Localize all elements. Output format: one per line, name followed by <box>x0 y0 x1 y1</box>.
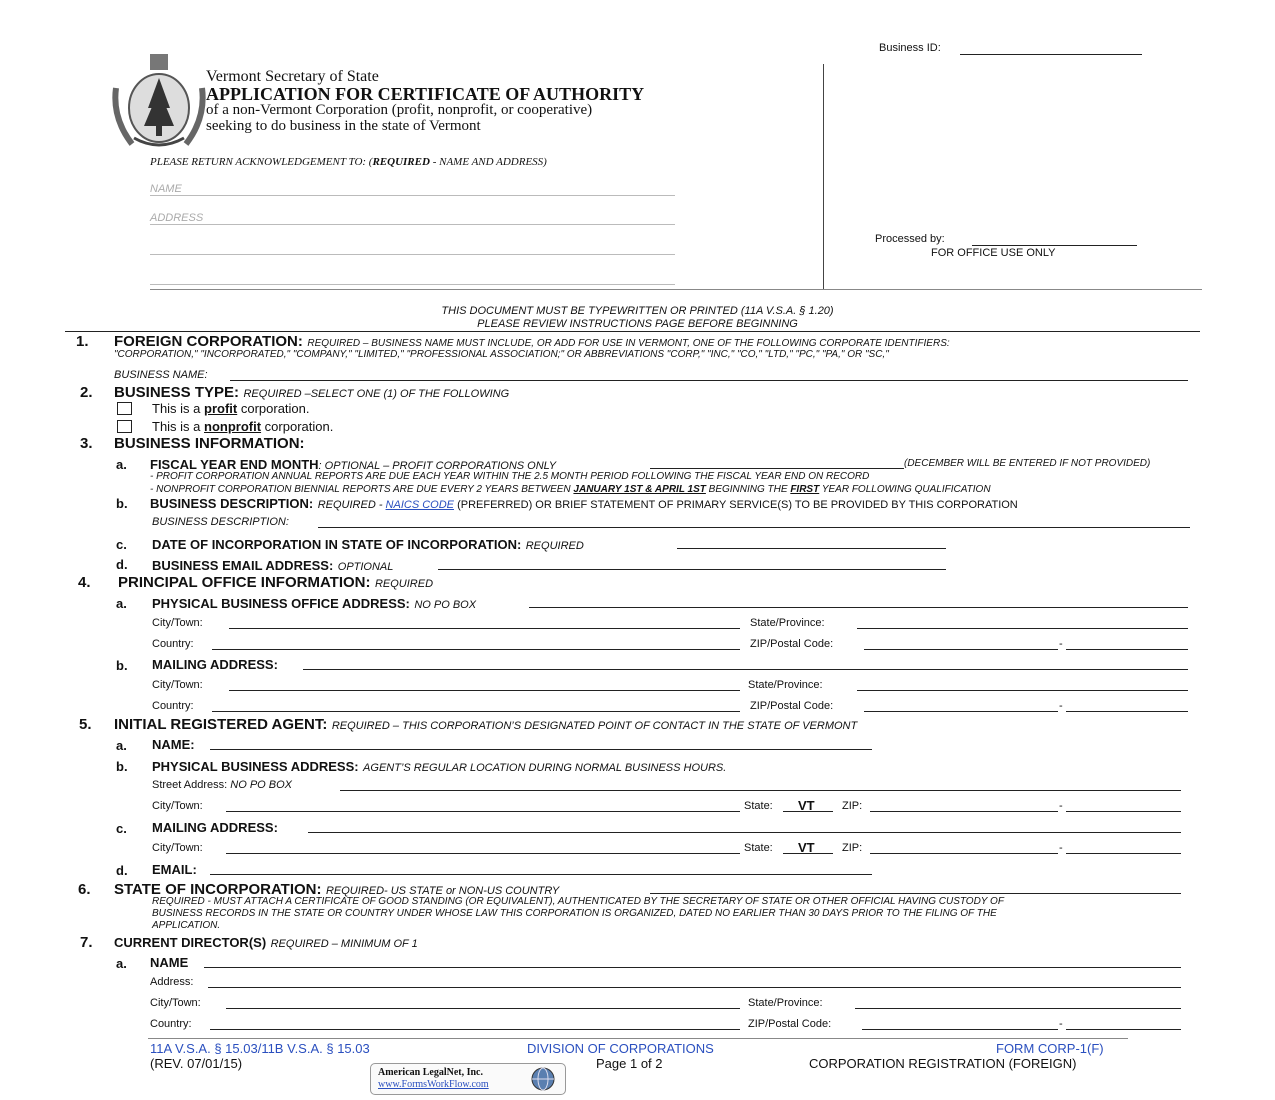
s4b-letter: b. <box>116 658 128 673</box>
return-name-field[interactable] <box>150 195 675 196</box>
state-of-incorporation-field[interactable] <box>650 893 1181 894</box>
naics-code-link[interactable]: NAICS CODE <box>385 499 455 511</box>
s5-heading: INITIAL REGISTERED AGENT: REQUIRED – THIS CORPORATION’S DESIGNATED POINT OF CONTACT IN THE STATE OF VERMONT <box>114 716 858 733</box>
s3b-letter: b. <box>116 496 128 511</box>
agent-street-field[interactable] <box>340 790 1181 791</box>
s3-number: 3. <box>80 435 93 452</box>
agent-state-value[interactable]: VT <box>798 798 815 813</box>
badge-name: American LegalNet, Inc. <box>378 1067 483 1078</box>
office-zip4-field[interactable] <box>1066 649 1188 650</box>
director-state-field[interactable] <box>855 1008 1181 1009</box>
s6-heading: STATE OF INCORPORATION: REQUIRED- US STATE or NON-US COUNTRY <box>114 881 560 898</box>
office-address-field[interactable] <box>529 607 1188 608</box>
address-placeholder: ADDRESS <box>150 212 204 224</box>
return-address-field[interactable] <box>150 224 675 225</box>
mailing-state-label: State/Province: <box>748 679 823 691</box>
agent-zip4-field[interactable] <box>1066 811 1181 812</box>
office-zip-label: ZIP/Postal Code: <box>750 638 834 650</box>
business-id-field[interactable] <box>960 54 1142 55</box>
director-state-label: State/Province: <box>748 997 823 1009</box>
office-use-label: FOR OFFICE USE ONLY <box>931 247 1056 259</box>
s7-number: 7. <box>80 934 93 951</box>
footer-division: DIVISION OF CORPORATIONS <box>527 1041 714 1056</box>
mailing-state-field[interactable] <box>857 690 1188 691</box>
business-email-label: BUSINESS EMAIL ADDRESS: OPTIONAL <box>152 558 394 573</box>
footer-page: Page 1 of 2 <box>596 1056 663 1071</box>
agent-state-field <box>783 811 833 812</box>
agent-physical-address-heading: PHYSICAL BUSINESS ADDRESS: AGENT’S REGULAR LOCATION DURING NORMAL BUSINESS HOURS. <box>152 759 727 774</box>
s7-heading: CURRENT DIRECTOR(S) REQUIRED – MINIMUM OF 1 <box>114 935 418 950</box>
american-legalnet-badge[interactable] <box>370 1063 566 1095</box>
s1-identifiers: "CORPORATION," "INCORPORATED," "COMPANY," "LIMITED," "PROFESSIONAL ASSOCIATION;" OR ABBREVIATIONS "CORP," "INC," "CO," "LTD," "PC," "PA," OR "SC," <box>114 349 889 360</box>
badge-url[interactable]: www.FormsWorkFlow.com <box>378 1079 489 1090</box>
agent-zip-field[interactable] <box>870 811 1058 812</box>
nonprofit-option-label: This is a nonprofit corporation. <box>152 419 334 434</box>
director-country-field[interactable] <box>210 1029 740 1030</box>
profit-checkbox[interactable] <box>117 402 132 415</box>
director-country-label: Country: <box>150 1018 192 1030</box>
processed-by-field[interactable] <box>972 245 1137 246</box>
fiscal-year-label: FISCAL YEAR END MONTH: OPTIONAL – PROFIT CORPORATIONS ONLY <box>150 457 557 472</box>
agent-name-label: NAME: <box>152 737 195 752</box>
agent-mail-zip-dash: - <box>1059 842 1063 854</box>
footer-revision: (REV. 07/01/15) <box>150 1056 243 1071</box>
s6-note-2: BUSINESS RECORDS IN THE STATE OR COUNTRY UNDER WHOSE LAW THIS CORPORATION IS ORGANIZED, DATED NO EARLIER THAN 30 DAYS PRIOR TO THE FILING OF THE <box>152 908 997 919</box>
office-zip-field[interactable] <box>864 649 1058 650</box>
s5a-letter: a. <box>116 738 127 753</box>
form-subtitle-2: seeking to do business in the state of Vermont <box>206 118 481 134</box>
director-name-label: NAME <box>150 955 189 970</box>
mailing-address-label: MAILING ADDRESS: <box>152 657 278 672</box>
director-zip4-field[interactable] <box>1066 1029 1181 1030</box>
s6-note-1: REQUIRED - MUST ATTACH A CERTIFICATE OF GOOD STANDING (OR EQUIVALENT), AUTHENTICATED BY THE SECRETARY OF STATE OR OTHER OFFICIAL HAVING CUSTODY OF <box>152 896 1004 907</box>
incorporation-date-label: DATE OF INCORPORATION IN STATE OF INCORPORATION: REQUIRED <box>152 537 584 552</box>
business-email-field[interactable] <box>438 569 946 570</box>
footer-form: FORM CORP-1(F) <box>996 1041 1104 1056</box>
agent-mail-state-value[interactable]: VT <box>798 840 815 855</box>
s6-number: 6. <box>78 881 91 898</box>
director-city-field[interactable] <box>226 1008 740 1009</box>
s6-note-3: APPLICATION. <box>152 920 221 931</box>
globe-icon <box>529 1066 557 1092</box>
s4-heading: PRINCIPAL OFFICE INFORMATION: REQUIRED <box>118 574 434 591</box>
agent-mailing-field[interactable] <box>308 832 1181 833</box>
s5b-letter: b. <box>116 759 128 774</box>
s4a-letter: a. <box>116 596 127 611</box>
footer-category: CORPORATION REGISTRATION (FOREIGN) <box>809 1056 1077 1071</box>
office-zip-dash: - <box>1059 638 1063 650</box>
agent-zip-dash: - <box>1059 800 1063 812</box>
s3-heading: BUSINESS INFORMATION: <box>114 435 305 452</box>
s1-number: 1. <box>76 333 89 350</box>
business-name-field[interactable] <box>230 380 1188 381</box>
agent-mail-state-label: State: <box>744 842 773 854</box>
s2-heading: BUSINESS TYPE: REQUIRED –SELECT ONE (1) OF THE FOLLOWING <box>114 384 510 401</box>
s3c-letter: c. <box>116 537 127 552</box>
footer-statute: 11A V.S.A. § 15.03/11B V.S.A. § 15.03 <box>150 1041 370 1056</box>
business-description-heading: BUSINESS DESCRIPTION: REQUIRED - NAICS CODE (PREFERRED) OR BRIEF STATEMENT OF PRIMARY SERVICE(S) TO BE PROVIDED BY THIS CORPORATION <box>150 496 1018 511</box>
director-address-field[interactable] <box>208 987 1181 988</box>
director-city-label: City/Town: <box>150 997 201 1009</box>
profit-report-note: - PROFIT CORPORATION ANNUAL REPORTS ARE DUE EACH YEAR WITHIN THE 2.5 MONTH PERIOD FOLLOWING THE FISCAL YEAR END ON RECORD <box>150 471 870 482</box>
org-name: Vermont Secretary of State <box>206 68 379 85</box>
business-description-field[interactable] <box>318 527 1190 528</box>
notice-line-1: THIS DOCUMENT MUST BE TYPEWRITTEN OR PRINTED (11A V.S.A. § 1.20) <box>441 305 834 317</box>
business-id-label: Business ID: <box>879 42 941 54</box>
notice-line-2: PLEASE REVIEW INSTRUCTIONS PAGE BEFORE BEGINNING <box>477 318 798 330</box>
s5-number: 5. <box>79 716 92 733</box>
s1-heading: FOREIGN CORPORATION: REQUIRED – BUSINESS NAME MUST INCLUDE, OR ADD FOR USE IN VERMONT, ONE OF THE FOLLOWING CORPORATE IDENTIFIERS: <box>114 333 950 350</box>
agent-city-field[interactable] <box>226 811 740 812</box>
footer-rule <box>148 1038 1128 1039</box>
notice-rule <box>65 331 1200 332</box>
return-address-line-2[interactable] <box>150 254 675 255</box>
fiscal-year-field[interactable] <box>650 468 904 469</box>
fiscal-year-note: (DECEMBER WILL BE ENTERED IF NOT PROVIDED) <box>904 458 1151 469</box>
office-divider <box>823 64 824 290</box>
return-instructions: PLEASE RETURN ACKNOWLEDGEMENT TO: (REQUIRED - NAME AND ADDRESS) <box>150 156 547 168</box>
agent-mail-city-field[interactable] <box>226 853 740 854</box>
mailing-zip-dash: - <box>1059 700 1063 712</box>
agent-mail-zip-label: ZIP: <box>842 842 863 854</box>
agent-email-field[interactable] <box>210 874 872 875</box>
vermont-seal-icon <box>112 48 206 154</box>
form-title: APPLICATION FOR CERTIFICATE OF AUTHORITY <box>206 84 645 104</box>
director-zip-dash: - <box>1059 1018 1063 1030</box>
mailing-city-field[interactable] <box>229 690 740 691</box>
agent-name-field[interactable] <box>210 749 872 750</box>
s7a-letter: a. <box>116 956 127 971</box>
agent-mail-state-field <box>783 853 833 854</box>
s3a-letter: a. <box>116 457 127 472</box>
mailing-zip-field[interactable] <box>864 711 1058 712</box>
director-name-field[interactable] <box>204 967 1181 968</box>
business-name-label: BUSINESS NAME: <box>114 369 208 381</box>
s4-number: 4. <box>78 574 91 591</box>
name-placeholder: NAME <box>150 183 182 195</box>
director-zip-label: ZIP/Postal Code: <box>748 1018 832 1030</box>
agent-zip-label: ZIP: <box>842 800 863 812</box>
s3d-letter: d. <box>116 557 128 572</box>
agent-mail-city-label: City/Town: <box>152 842 203 854</box>
agent-state-label: State: <box>744 800 773 812</box>
office-city-field[interactable] <box>229 628 740 629</box>
header-rule <box>150 289 1202 290</box>
mailing-address-field[interactable] <box>303 669 1188 670</box>
agent-mailing-label: MAILING ADDRESS: <box>152 820 278 835</box>
agent-mail-zip4-field[interactable] <box>1066 853 1181 854</box>
office-state-label: State/Province: <box>750 617 825 629</box>
mailing-country-field[interactable] <box>212 711 740 712</box>
s5c-letter: c. <box>116 821 127 836</box>
mailing-zip4-field[interactable] <box>1066 711 1188 712</box>
office-country-field[interactable] <box>212 649 740 650</box>
return-address-line-3[interactable] <box>150 284 675 285</box>
office-state-field[interactable] <box>857 628 1188 629</box>
mailing-city-label: City/Town: <box>152 679 203 691</box>
office-country-label: Country: <box>152 638 194 650</box>
office-address-label: PHYSICAL BUSINESS OFFICE ADDRESS: NO PO BOX <box>152 596 477 611</box>
mailing-zip-label: ZIP/Postal Code: <box>750 700 834 712</box>
mailing-country-label: Country: <box>152 700 194 712</box>
agent-mail-zip-field[interactable] <box>870 853 1058 854</box>
business-description-label: BUSINESS DESCRIPTION: <box>152 516 289 528</box>
s5d-letter: d. <box>116 863 128 878</box>
agent-street-label: Street Address: NO PO BOX <box>152 779 293 791</box>
office-city-label: City/Town: <box>152 617 203 629</box>
director-zip-field[interactable] <box>862 1029 1058 1030</box>
agent-city-label: City/Town: <box>152 800 203 812</box>
profit-option-label: This is a profit corporation. <box>152 401 310 416</box>
agent-email-label: EMAIL: <box>152 862 197 877</box>
s2-number: 2. <box>80 384 93 401</box>
director-address-label: Address: <box>150 976 194 988</box>
processed-by-label: Processed by: <box>875 233 945 245</box>
incorporation-date-field[interactable] <box>677 548 946 549</box>
form-subtitle-1: of a non-Vermont Corporation (profit, nonprofit, or cooperative) <box>206 102 593 118</box>
nonprofit-report-note: - NONPROFIT CORPORATION BIENNIAL REPORTS ARE DUE EVERY 2 YEARS BETWEEN JANUARY 1ST & APRIL 1ST BEGINNING THE FIRST YEAR FOLLOWING QUALIFICATION <box>150 484 991 495</box>
nonprofit-checkbox[interactable] <box>117 420 132 433</box>
